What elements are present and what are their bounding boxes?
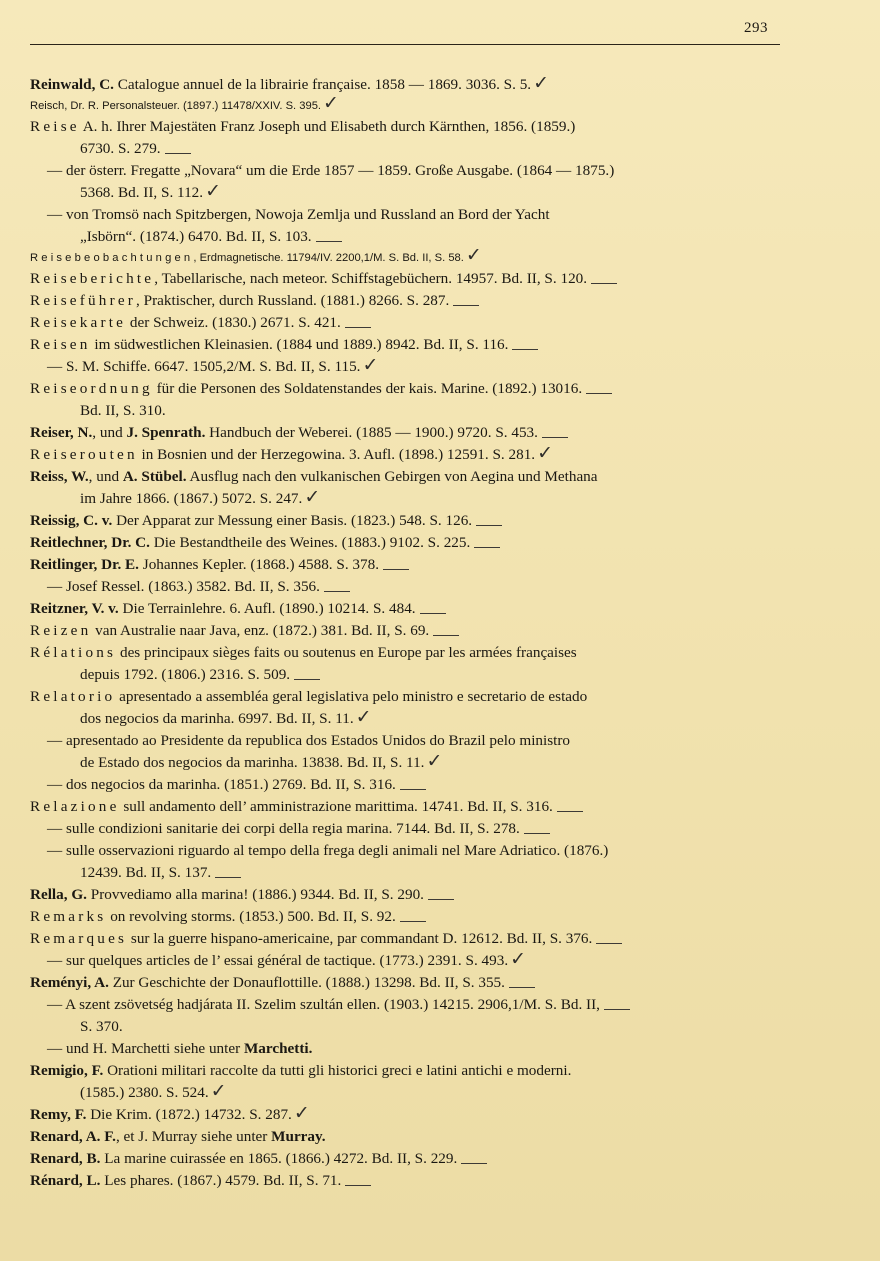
entry-line: [30, 620, 790, 642]
entry-name: Marchetti.: [243, 1040, 313, 1057]
entry-text: — S. M. Schiffe. 6647. 1505,2/M. S. Bd. II, S. 115.: [47, 358, 361, 375]
entry-line: [30, 796, 790, 818]
checkmark-icon: ✓: [465, 244, 482, 266]
entry-line: [30, 378, 790, 400]
entry-line: [30, 510, 790, 532]
entry-text: La marine cuirassée en 1865. (1866.) 4272. Bd. II, S. 229.: [100, 1150, 458, 1167]
entry-line: [30, 994, 790, 1016]
entry-text: Zur Geschichte der Donauflottille. (1888.) 13298. Bd. II, S. 355.: [108, 974, 505, 991]
entry-text: Die Bestandtheile des Weines. (1883.) 9102. S. 225.: [149, 534, 471, 551]
pen-dash-mark: [433, 621, 459, 636]
index-entry: [30, 1060, 790, 1104]
checkmark-icon: ✓: [323, 92, 339, 114]
entry-author: Rella, G.: [30, 886, 87, 903]
entry-line: [30, 664, 790, 686]
entry-author: Reissig, C. v.: [30, 512, 113, 529]
index-entries: [30, 74, 790, 1192]
index-entry: [30, 466, 790, 510]
pen-dash-mark: [474, 533, 500, 548]
entry-line: [30, 488, 790, 510]
entry-line: [30, 950, 790, 972]
entry-line: [30, 444, 790, 466]
entry-text: — A szent zsövetség hadjárata II. Szelim szultán ellen. (1903.) 14215. 2906,1/M. S. Bd. II,: [47, 996, 600, 1013]
entry-text: — sur quelques articles de l’ essai général de tactique. (1773.) 2391. S. 493.: [47, 952, 509, 969]
index-entry: [30, 92, 790, 116]
entry-line: [30, 356, 790, 378]
entry-text: 12439. Bd. II, S. 137.: [80, 864, 212, 881]
entry-line: [30, 862, 790, 884]
entry-text: — Josef Ressel. (1863.) 3582. Bd. II, S. 356.: [47, 578, 320, 595]
entry-text: Die Krim. (1872.) 14732. S. 287.: [86, 1106, 292, 1123]
entry-line: [30, 752, 790, 774]
entry-keyword: Reisekarte: [30, 314, 127, 331]
index-entry: [30, 356, 790, 378]
entry-text: Johannes Kepler. (1868.) 4588. S. 378.: [138, 556, 380, 573]
entry-line: [30, 290, 790, 312]
entry-author: Reinwald, C.: [30, 76, 114, 93]
entry-text: im südwestlichen Kleinasien. (1884 und 1889.) 8942. Bd. II, S. 116.: [90, 336, 509, 353]
index-entry: [30, 1170, 790, 1192]
entry-text: Orationi militari raccolte da tutti gli historici greci e latini antichi e moderni.: [103, 1062, 572, 1079]
index-entry: [30, 1104, 790, 1126]
index-entry: [30, 884, 790, 906]
entry-author: Remigio, F.: [30, 1062, 104, 1079]
entry-text: , Tabellarische, nach meteor. Schiffstagebüchern. 14957. Bd. II, S. 120.: [154, 270, 588, 287]
entry-line: [30, 204, 790, 226]
entry-line: [30, 686, 790, 708]
entry-text: Reisch, Dr. R. Personalsteuer. (1897.) 11478/XXIV. S. 395.: [30, 100, 322, 112]
entry-text: , und: [92, 424, 127, 441]
index-entry: [30, 774, 790, 796]
entry-line: [30, 74, 790, 96]
entry-text: apresentado a assembléa geral legislativa pelo ministro e secretario de estado: [115, 688, 588, 705]
entry-text: S. 370.: [80, 1018, 123, 1035]
entry-text: — dos negocios da marinha. (1851.) 2769. Bd. II, S. 316.: [47, 776, 396, 793]
entry-line: [30, 598, 790, 620]
pen-dash-mark: [509, 973, 535, 988]
index-entry: [30, 1148, 790, 1170]
entry-line: [30, 554, 790, 576]
pen-dash-mark: [324, 577, 350, 592]
entry-text: , Erdmagnetische. 11794/IV. 2200,1/M. S. Bd. II, S. 58.: [193, 252, 464, 264]
entry-keyword: Reiseberichte: [30, 270, 155, 287]
entry-line: [30, 708, 790, 730]
pen-dash-mark: [586, 379, 612, 394]
index-entry: [30, 972, 790, 994]
entry-line: [30, 1104, 790, 1126]
index-entry: [30, 444, 790, 466]
entry-line: [30, 1082, 790, 1104]
index-entry: [30, 928, 790, 950]
entry-line: [30, 1126, 790, 1148]
entry-text: — der österr. Fregatte „Novara“ um die Erde 1857 — 1859. Große Ausgabe. (1864 — 1875.): [47, 162, 615, 179]
entry-text: Bd. II, S. 310.: [80, 402, 166, 419]
entry-text: in Bosnien und der Herzegowina. 3. Aufl. (1898.) 12591. S. 281.: [137, 446, 536, 463]
entry-author: Reiser, N.: [30, 424, 93, 441]
pen-dash-mark: [591, 269, 617, 284]
entry-author: Reitlechner, Dr. C.: [30, 534, 150, 551]
entry-text: „Isbörn“. (1874.) 6470. Bd. II, S. 103.: [80, 228, 312, 245]
pen-dash-mark: [604, 995, 630, 1010]
entry-keyword: Relazione: [30, 798, 120, 815]
entry-keyword: Reiseordnung: [30, 380, 153, 397]
entry-author: Reitzner, V. v.: [30, 600, 119, 617]
entry-text: van Australie naar Java, enz. (1872.) 381. Bd. II, S. 69.: [91, 622, 430, 639]
entry-text: Les phares. (1867.) 4579. Bd. II, S. 71.: [100, 1172, 342, 1189]
entry-keyword: Remarques: [30, 930, 128, 947]
entry-keyword: Reise: [30, 118, 80, 135]
entry-text: depuis 1792. (1806.) 2316. S. 509.: [80, 666, 291, 683]
index-entry: [30, 576, 790, 598]
pen-dash-mark: [461, 1149, 487, 1164]
entry-text: im Jahre 1866. (1867.) 5072. S. 247.: [80, 490, 303, 507]
checkmark-icon: ✓: [210, 1080, 227, 1102]
entry-keyword: Rélations: [30, 644, 117, 661]
entry-author: Renard, B.: [30, 1150, 101, 1167]
pen-dash-mark: [476, 511, 502, 526]
entry-text: Die Terrainlehre. 6. Aufl. (1890.) 10214. S. 484.: [118, 600, 416, 617]
entry-author: Renard, A. F.: [30, 1128, 116, 1145]
entry-text: Handbuch der Weberei. (1885 — 1900.) 9720. S. 453.: [205, 424, 538, 441]
entry-line: [30, 840, 790, 862]
entry-line: [30, 400, 790, 422]
page-number: 293: [744, 20, 768, 36]
pen-dash-mark: [557, 797, 583, 812]
entry-text: — apresentado ao Presidente da republica dos Estados Unidos do Brazil pelo ministro: [47, 732, 571, 749]
entry-line: [30, 1060, 790, 1082]
entry-text: (1585.) 2380. S. 524.: [80, 1084, 209, 1101]
pen-dash-mark: [428, 885, 454, 900]
header-rule: [30, 44, 780, 45]
index-entry: [30, 160, 790, 204]
pen-dash-mark: [383, 555, 409, 570]
entry-line: [30, 268, 790, 290]
index-entry: [30, 994, 790, 1038]
entry-keyword: Reisebeobachtungen: [30, 252, 194, 264]
index-entry: [30, 204, 790, 248]
entry-line: [30, 138, 790, 160]
entry-keyword: Reisen: [30, 336, 91, 353]
entry-text: — von Tromsö nach Spitzbergen, Nowoja Zemlja und Russland an Bord der Yacht: [47, 206, 550, 223]
index-entry: [30, 532, 790, 554]
entry-line: [30, 182, 790, 204]
entry-text: de Estado dos negocios da marinha. 13838. Bd. II, S. 11.: [80, 754, 425, 771]
entry-text: — und H. Marchetti siehe unter: [47, 1040, 244, 1057]
entry-author: Reményi, A.: [30, 974, 109, 991]
checkmark-icon: ✓: [293, 1102, 310, 1124]
index-entry: [30, 1038, 790, 1060]
entry-text: , und: [88, 468, 123, 485]
index-entry: [30, 950, 790, 972]
entry-line: [30, 576, 790, 598]
entry-text: sur la guerre hispano-americaine, par commandant D. 12612. Bd. II, S. 376.: [127, 930, 593, 947]
entry-text: — sulle osservazioni riguardo al tempo della fregа degli animali nel Mare Adriatico. (1876.): [47, 842, 609, 859]
entry-author: Rénard, L.: [30, 1172, 101, 1189]
entry-line: [30, 226, 790, 248]
entry-line: [30, 972, 790, 994]
pen-dash-mark: [345, 1171, 371, 1186]
index-entry: [30, 598, 790, 620]
pen-dash-mark: [596, 929, 622, 944]
index-entry: [30, 290, 790, 312]
pen-dash-mark: [316, 227, 342, 242]
entry-text: sull andamento dell’ amministrazione marittima. 14741. Bd. II, S. 316.: [119, 798, 553, 815]
index-entry: [30, 312, 790, 334]
entry-line: [30, 774, 790, 796]
entry-keyword: Reizen: [30, 622, 92, 639]
checkmark-icon: ✓: [533, 72, 550, 94]
index-entry: [30, 620, 790, 642]
index-entry: [30, 74, 790, 96]
index-entry: [30, 554, 790, 576]
checkmark-icon: ✓: [362, 354, 379, 376]
entry-line: [30, 818, 790, 840]
checkmark-icon: ✓: [537, 442, 554, 464]
checkmark-icon: ✓: [510, 948, 527, 970]
entry-name: Murray.: [271, 1128, 326, 1145]
entry-name: A. Stübel.: [122, 468, 187, 485]
index-entry: [30, 818, 790, 840]
index-entry: [30, 686, 790, 730]
entry-line: [30, 642, 790, 664]
entry-author: Reiss, W.: [30, 468, 89, 485]
entry-text: 6730. S. 279.: [80, 140, 161, 157]
pen-dash-mark: [420, 599, 446, 614]
pen-dash-mark: [400, 775, 426, 790]
entry-text: A. h. Ihrer Majestäten Franz Joseph und Elisabeth durch Kärnthen, 1856. (1859.): [79, 118, 576, 135]
entry-keyword: Remarks: [30, 908, 107, 925]
index-entry: [30, 906, 790, 928]
entry-text: Catalogue annuel de la librairie française. 1858 — 1869. 3036. S. 5.: [113, 76, 532, 93]
pen-dash-mark: [294, 665, 320, 680]
entry-keyword: Relatorio: [30, 688, 116, 705]
entry-line: [30, 532, 790, 554]
pen-dash-mark: [524, 819, 550, 834]
entry-text: der Schweiz. (1830.) 2671. S. 421.: [126, 314, 341, 331]
entry-text: dos negocios da marinha. 6997. Bd. II, S. 11.: [80, 710, 354, 727]
entry-text: on revolving storms. (1853.) 500. Bd. II, S. 92.: [106, 908, 396, 925]
index-entry: [30, 510, 790, 532]
entry-line: [30, 884, 790, 906]
pen-dash-mark: [165, 139, 191, 154]
index-entry: [30, 268, 790, 290]
pen-dash-mark: [345, 313, 371, 328]
index-entry: [30, 730, 790, 774]
entry-line: [30, 1016, 790, 1038]
entry-text: , Praktischer, durch Russland. (1881.) 8266. S. 287.: [136, 292, 450, 309]
entry-text: , et J. Murray siehe unter: [115, 1128, 272, 1145]
checkmark-icon: ✓: [426, 750, 443, 772]
index-entry: [30, 244, 790, 268]
checkmark-icon: ✓: [304, 486, 321, 508]
entry-line: [30, 334, 790, 356]
entry-line: [30, 244, 790, 268]
index-entry: [30, 840, 790, 884]
entry-line: [30, 906, 790, 928]
entry-line: [30, 116, 790, 138]
entry-text: Provvediamo alla marina! (1886.) 9344. Bd. II, S. 290.: [86, 886, 424, 903]
index-entry: [30, 422, 790, 444]
entry-line: [30, 1038, 790, 1060]
entry-keyword: Reiseführer: [30, 292, 137, 309]
entry-text: des principaux sièges faits ou soutenus en Europe par les armées françaises: [116, 644, 577, 661]
entry-text: Ausflug nach den vulkanischen Gebirgen von Aegina und Methana: [186, 468, 598, 485]
entry-line: [30, 160, 790, 182]
entry-text: Der Apparat zur Messung einer Basis. (1823.) 548. S. 126.: [112, 512, 473, 529]
index-entry: [30, 334, 790, 356]
entry-text: 5368. Bd. II, S. 112.: [80, 184, 204, 201]
index-entry: [30, 1126, 790, 1148]
checkmark-icon: ✓: [355, 706, 372, 728]
entry-text: für die Personen des Soldatenstandes der kais. Marine. (1892.) 13016.: [152, 380, 583, 397]
index-entry: [30, 796, 790, 818]
entry-line: [30, 422, 790, 444]
entry-line: [30, 312, 790, 334]
entry-line: [30, 1170, 790, 1192]
pen-dash-mark: [215, 863, 241, 878]
entry-line: [30, 1148, 790, 1170]
pen-dash-mark: [512, 335, 538, 350]
index-entry: [30, 116, 790, 160]
index-entry: [30, 642, 790, 686]
entry-text: — sulle condizioni sanitarie dei corpi della regia marina. 7144. Bd. II, S. 278.: [47, 820, 520, 837]
pen-dash-mark: [542, 423, 568, 438]
entry-line: [30, 466, 790, 488]
checkmark-icon: ✓: [205, 180, 221, 202]
entry-line: [30, 730, 790, 752]
entry-author: Reitlinger, Dr. E.: [30, 556, 139, 573]
index-entry: [30, 378, 790, 422]
entry-line: [30, 928, 790, 950]
entry-line: [30, 92, 790, 116]
entry-author: Remy, F.: [30, 1106, 87, 1123]
pen-dash-mark: [400, 907, 426, 922]
pen-dash-mark: [453, 291, 479, 306]
entry-keyword: Reiserouten: [30, 446, 138, 463]
entry-name: J. Spenrath.: [126, 424, 206, 441]
